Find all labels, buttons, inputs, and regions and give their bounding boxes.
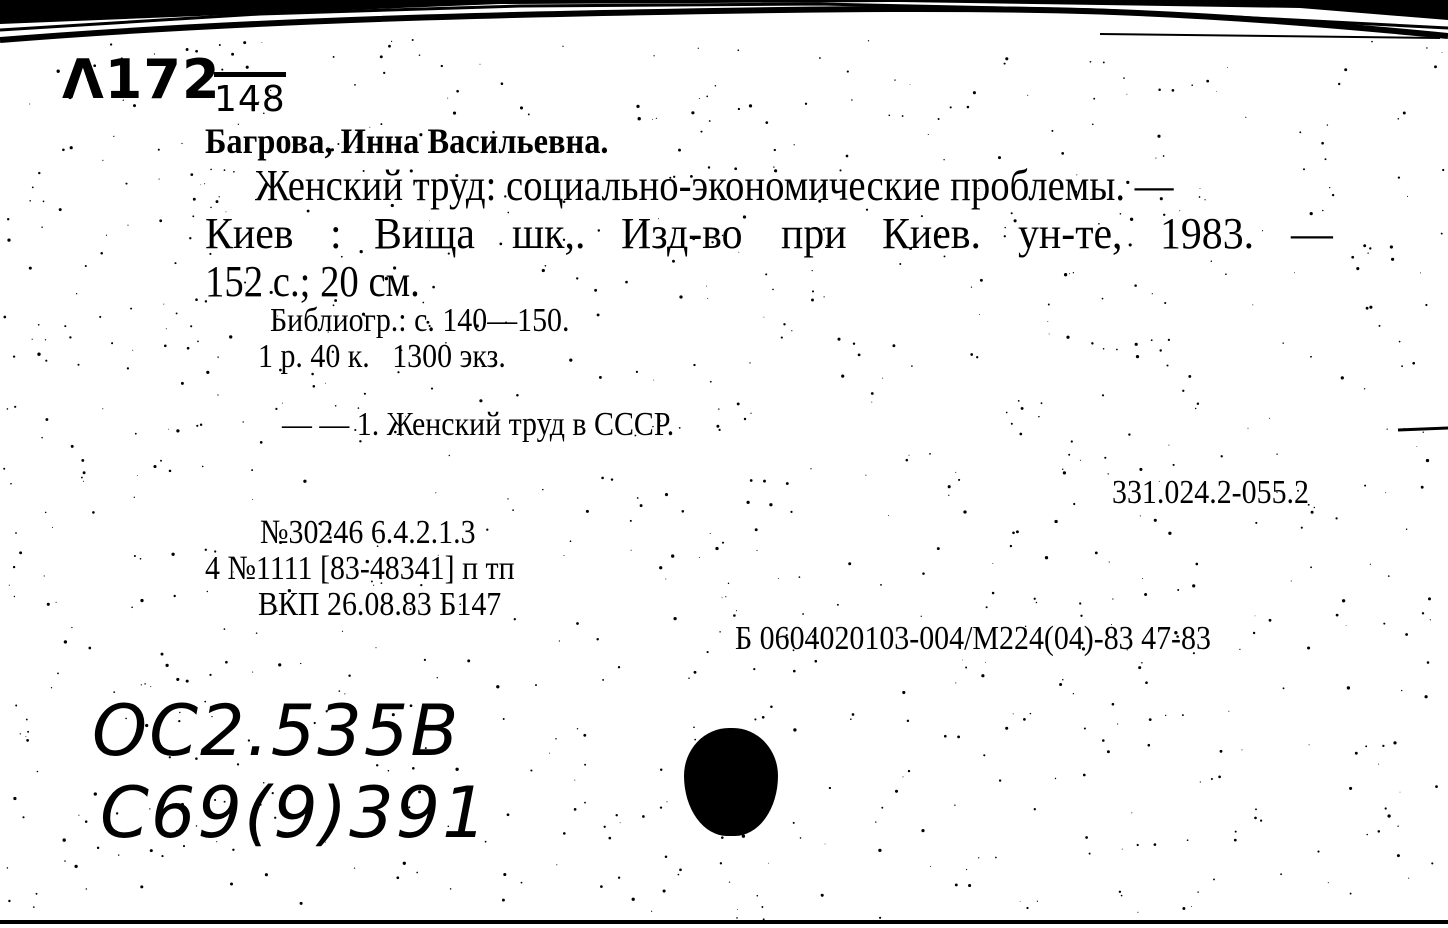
imprint-word: Изд-во [621,209,743,258]
imprint-word: — [1290,209,1333,258]
bbk-code: Б 0604020103-004/М224(04)-83 47-83 [735,620,1211,657]
handwritten-code-1: OC2.535B [92,690,461,772]
subject-heading: — — 1. Женский труд в СССР. [282,406,675,443]
vkp-code: ВКП 26.08.83 Б147 [258,586,502,623]
shelf-mark: Λ172 [62,48,221,111]
imprint-word: Вища [374,209,476,258]
physical-description: 152 с.; 20 см. [205,257,420,306]
record-number: №30246 6.4.2.1.3 [260,514,476,551]
imprint-line [205,208,1335,259]
imprint-word: Киев [205,209,294,258]
shelf-mark-sub: 148 [214,72,286,120]
udc-code: 331.024.2-055.2 [1112,474,1309,511]
imprint-word: при [781,209,847,258]
handwritten-code-2: C69(9)391 [100,772,489,854]
print-run-code: 4 №1111 [83-48341] п тп [205,550,515,587]
imprint-word: ун-те, [1018,209,1123,258]
bibliography-note: Библиогр.: с. 140—150. [270,302,570,339]
card-punch-hole [684,728,778,836]
title-statement: Женский труд: социально-экономические проблемы. — [255,161,1174,210]
imprint-word: шк,. [512,209,586,258]
imprint-word: 1983. [1160,209,1255,258]
price-and-run: 1 р. 40 к. 1300 экз. [258,338,506,375]
imprint-word: : [330,209,342,258]
imprint-word: Киев. [882,209,982,258]
author-heading: Багрова, Инна Васильевна. [205,121,609,161]
